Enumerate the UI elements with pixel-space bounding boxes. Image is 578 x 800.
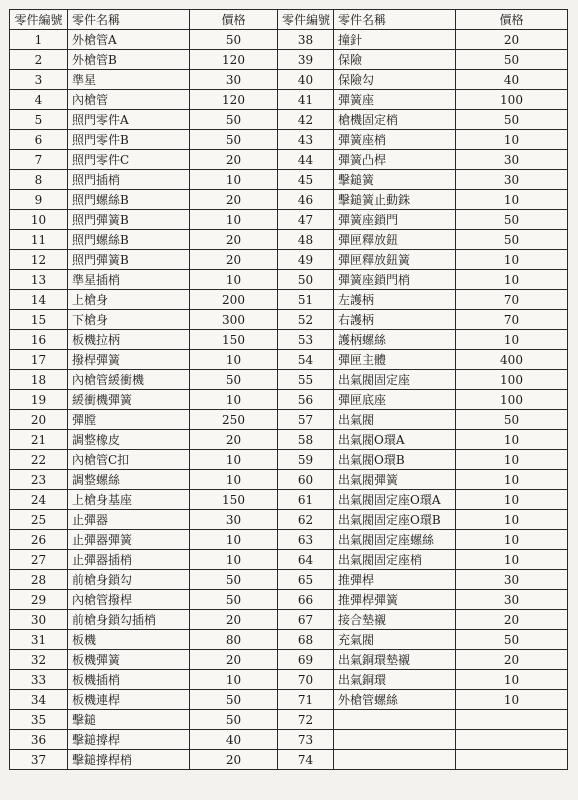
table-row — [10, 390, 568, 410]
cell-part-no-left: 32 — [10, 650, 68, 670]
cell-price-left: 10 — [190, 550, 278, 570]
cell-part-no-left: 36 — [10, 730, 68, 750]
cell-part-no-left: 20 — [10, 410, 68, 430]
cell-part-no-right: 39 — [278, 50, 334, 70]
cell-part-name-left: 止彈器 — [68, 510, 190, 530]
cell-part-name-right: 護柄螺絲 — [334, 330, 456, 350]
table-row — [10, 330, 568, 350]
cell-price-left: 30 — [190, 510, 278, 530]
cell-part-no-right: 41 — [278, 90, 334, 110]
cell-price-right: 10 — [456, 690, 568, 710]
cell-part-no-left: 35 — [10, 710, 68, 730]
cell-part-name-right: 充氣閥 — [334, 630, 456, 650]
cell-price-right: 70 — [456, 290, 568, 310]
cell-part-name-left: 內槍管緩衝機 — [68, 370, 190, 390]
cell-part-name-right — [334, 710, 456, 730]
cell-price-left: 200 — [190, 290, 278, 310]
cell-part-name-right: 彈匣主體 — [334, 350, 456, 370]
cell-price-right: 400 — [456, 350, 568, 370]
table-row — [10, 530, 568, 550]
cell-part-name-left: 照門螺絲B — [68, 190, 190, 210]
cell-price-right: 10 — [456, 130, 568, 150]
cell-part-no-right: 38 — [278, 30, 334, 50]
cell-part-no-left: 14 — [10, 290, 68, 310]
cell-price-left: 80 — [190, 630, 278, 650]
cell-price-left: 20 — [190, 650, 278, 670]
cell-price-right — [456, 710, 568, 730]
parts-price-table — [9, 9, 568, 770]
cell-price-right: 10 — [456, 670, 568, 690]
cell-price-left: 300 — [190, 310, 278, 330]
cell-part-no-right: 50 — [278, 270, 334, 290]
cell-part-name-right: 出氣閥O環B — [334, 450, 456, 470]
table-row — [10, 290, 568, 310]
table-row — [10, 90, 568, 110]
cell-part-no-left: 1 — [10, 30, 68, 50]
cell-part-name-left: 撥桿彈簧 — [68, 350, 190, 370]
cell-part-name-right: 彈簧凸桿 — [334, 150, 456, 170]
cell-price-right: 10 — [456, 430, 568, 450]
cell-part-no-right: 47 — [278, 210, 334, 230]
cell-part-name-right: 右護柄 — [334, 310, 456, 330]
cell-part-no-left: 11 — [10, 230, 68, 250]
cell-price-left: 50 — [190, 110, 278, 130]
cell-price-left: 250 — [190, 410, 278, 430]
table-row — [10, 170, 568, 190]
cell-part-name-left: 止彈器彈簧 — [68, 530, 190, 550]
cell-part-name-right: 出氣閥O環A — [334, 430, 456, 450]
cell-price-right: 30 — [456, 590, 568, 610]
table-row — [10, 610, 568, 630]
table-row — [10, 690, 568, 710]
cell-part-no-left: 12 — [10, 250, 68, 270]
cell-price-right: 30 — [456, 150, 568, 170]
cell-part-no-left: 30 — [10, 610, 68, 630]
cell-part-name-right: 出氣銅環墊襯 — [334, 650, 456, 670]
cell-part-name-left: 內槍管撥桿 — [68, 590, 190, 610]
cell-part-no-right: 66 — [278, 590, 334, 610]
cell-price-left: 120 — [190, 50, 278, 70]
cell-part-name-left: 上槍身基座 — [68, 490, 190, 510]
cell-price-left: 50 — [190, 590, 278, 610]
header-row — [10, 10, 568, 30]
cell-price-left: 30 — [190, 70, 278, 90]
cell-part-name-left: 準星插梢 — [68, 270, 190, 290]
cell-part-no-right: 74 — [278, 750, 334, 770]
cell-price-right — [456, 750, 568, 770]
cell-price-right: 10 — [456, 470, 568, 490]
cell-price-right: 10 — [456, 510, 568, 530]
cell-part-no-left: 29 — [10, 590, 68, 610]
cell-price-left: 10 — [190, 470, 278, 490]
cell-price-left: 10 — [190, 390, 278, 410]
cell-price-left: 20 — [190, 230, 278, 250]
cell-part-no-right: 55 — [278, 370, 334, 390]
cell-part-no-left: 19 — [10, 390, 68, 410]
cell-part-name-left: 照門零件B — [68, 130, 190, 150]
cell-part-name-left: 照門螺絲B — [68, 230, 190, 250]
cell-part-name-left: 調整螺絲 — [68, 470, 190, 490]
cell-part-no-right: 57 — [278, 410, 334, 430]
cell-price-left: 10 — [190, 210, 278, 230]
cell-part-name-right: 出氣閥固定座O環B — [334, 510, 456, 530]
cell-part-name-left: 調整橡皮 — [68, 430, 190, 450]
cell-price-right: 10 — [456, 190, 568, 210]
cell-part-name-left: 擊鎚撐桿梢 — [68, 750, 190, 770]
cell-part-no-right: 44 — [278, 150, 334, 170]
table-row — [10, 410, 568, 430]
table-row — [10, 710, 568, 730]
table-row — [10, 210, 568, 230]
cell-price-left: 20 — [190, 150, 278, 170]
cell-part-no-left: 22 — [10, 450, 68, 470]
cell-part-no-right: 51 — [278, 290, 334, 310]
cell-part-name-left: 上槍身 — [68, 290, 190, 310]
cell-price-right: 10 — [456, 330, 568, 350]
cell-part-name-right: 推彈桿 — [334, 570, 456, 590]
cell-price-right: 70 — [456, 310, 568, 330]
cell-part-no-left: 24 — [10, 490, 68, 510]
header-price-right: 價格 — [456, 10, 568, 30]
table-row — [10, 150, 568, 170]
cell-part-name-right: 接合墊襯 — [334, 610, 456, 630]
cell-price-left: 10 — [190, 670, 278, 690]
cell-price-right: 10 — [456, 450, 568, 470]
cell-part-name-right: 出氣閥 — [334, 410, 456, 430]
cell-part-name-right: 出氣閥固定座螺絲 — [334, 530, 456, 550]
cell-part-no-right: 71 — [278, 690, 334, 710]
header-part-no-left: 零件編號 — [10, 10, 68, 30]
cell-price-right: 50 — [456, 410, 568, 430]
cell-price-left: 150 — [190, 330, 278, 350]
cell-part-name-right: 彈簧座鎖門 — [334, 210, 456, 230]
cell-part-no-left: 13 — [10, 270, 68, 290]
cell-part-name-left: 內槍管C扣 — [68, 450, 190, 470]
cell-part-no-left: 25 — [10, 510, 68, 530]
cell-price-right: 10 — [456, 530, 568, 550]
table-row — [10, 370, 568, 390]
cell-part-no-right: 67 — [278, 610, 334, 630]
cell-part-name-right: 出氣閥固定座梢 — [334, 550, 456, 570]
cell-price-right: 50 — [456, 230, 568, 250]
table-row — [10, 730, 568, 750]
cell-price-left: 50 — [190, 710, 278, 730]
cell-part-name-left: 照門彈簧B — [68, 250, 190, 270]
cell-price-right: 30 — [456, 570, 568, 590]
cell-part-name-left: 板機插梢 — [68, 670, 190, 690]
cell-part-name-right: 推彈桿彈簧 — [334, 590, 456, 610]
cell-part-no-left: 37 — [10, 750, 68, 770]
cell-part-no-right: 48 — [278, 230, 334, 250]
cell-part-name-left: 板機彈簧 — [68, 650, 190, 670]
cell-part-no-left: 21 — [10, 430, 68, 450]
cell-part-no-right: 56 — [278, 390, 334, 410]
cell-price-right: 50 — [456, 630, 568, 650]
cell-part-name-left: 擊鎚 — [68, 710, 190, 730]
cell-part-no-left: 34 — [10, 690, 68, 710]
cell-part-name-left: 板機 — [68, 630, 190, 650]
table-row — [10, 270, 568, 290]
cell-price-right: 50 — [456, 110, 568, 130]
cell-price-right: 40 — [456, 70, 568, 90]
table-row — [10, 550, 568, 570]
table-row — [10, 490, 568, 510]
cell-part-no-right: 64 — [278, 550, 334, 570]
cell-part-no-left: 16 — [10, 330, 68, 350]
cell-price-right: 10 — [456, 550, 568, 570]
cell-part-name-right: 外槍管螺絲 — [334, 690, 456, 710]
cell-part-name-right: 左護柄 — [334, 290, 456, 310]
cell-part-no-right: 42 — [278, 110, 334, 130]
cell-part-name-right: 出氣閥固定座O環A — [334, 490, 456, 510]
cell-price-left: 120 — [190, 90, 278, 110]
cell-part-no-right: 62 — [278, 510, 334, 530]
cell-price-left: 20 — [190, 250, 278, 270]
table-row — [10, 190, 568, 210]
cell-part-no-left: 5 — [10, 110, 68, 130]
cell-price-left: 50 — [190, 30, 278, 50]
cell-part-name-left: 外槍管B — [68, 50, 190, 70]
table-row — [10, 590, 568, 610]
cell-part-no-right: 69 — [278, 650, 334, 670]
cell-part-no-right: 60 — [278, 470, 334, 490]
cell-part-name-left: 照門零件C — [68, 150, 190, 170]
cell-part-no-left: 28 — [10, 570, 68, 590]
table-row — [10, 230, 568, 250]
header-part-name-left: 零件名稱 — [68, 10, 190, 30]
cell-price-right: 20 — [456, 30, 568, 50]
table-row — [10, 50, 568, 70]
cell-part-no-right: 54 — [278, 350, 334, 370]
cell-part-no-right: 63 — [278, 530, 334, 550]
cell-part-no-left: 26 — [10, 530, 68, 550]
cell-part-no-right: 43 — [278, 130, 334, 150]
cell-part-no-right: 53 — [278, 330, 334, 350]
table-row — [10, 70, 568, 90]
cell-part-no-left: 9 — [10, 190, 68, 210]
cell-part-no-right: 72 — [278, 710, 334, 730]
cell-part-no-left: 18 — [10, 370, 68, 390]
cell-price-right: 20 — [456, 650, 568, 670]
table-row — [10, 450, 568, 470]
cell-part-name-right — [334, 730, 456, 750]
table-row — [10, 110, 568, 130]
cell-price-right: 50 — [456, 50, 568, 70]
cell-part-name-right: 彈簧座梢 — [334, 130, 456, 150]
cell-part-no-left: 6 — [10, 130, 68, 150]
cell-part-no-left: 15 — [10, 310, 68, 330]
cell-part-name-left: 內槍管 — [68, 90, 190, 110]
cell-part-no-left: 17 — [10, 350, 68, 370]
cell-price-left: 10 — [190, 170, 278, 190]
cell-price-right: 100 — [456, 390, 568, 410]
header-part-no-right: 零件編號 — [278, 10, 334, 30]
cell-price-left: 20 — [190, 430, 278, 450]
cell-part-name-right: 出氣閥固定座 — [334, 370, 456, 390]
cell-part-name-right: 彈簧座 — [334, 90, 456, 110]
cell-part-no-right: 46 — [278, 190, 334, 210]
cell-part-name-left: 前槍身鎖勾 — [68, 570, 190, 590]
cell-part-name-right: 槍機固定梢 — [334, 110, 456, 130]
header-part-name-right: 零件名稱 — [334, 10, 456, 30]
table-row — [10, 430, 568, 450]
header-price-left: 價格 — [190, 10, 278, 30]
cell-part-name-right: 彈匣釋放鈕簧 — [334, 250, 456, 270]
cell-part-name-left: 照門插梢 — [68, 170, 190, 190]
table-row — [10, 570, 568, 590]
cell-part-no-right: 58 — [278, 430, 334, 450]
cell-part-name-right: 出氣銅環 — [334, 670, 456, 690]
parts-price-sheet — [9, 9, 568, 770]
cell-part-no-left: 31 — [10, 630, 68, 650]
cell-price-left: 10 — [190, 450, 278, 470]
cell-part-no-left: 8 — [10, 170, 68, 190]
cell-part-name-right: 彈匣釋放鈕 — [334, 230, 456, 250]
cell-price-left: 20 — [190, 610, 278, 630]
cell-price-left: 50 — [190, 130, 278, 150]
cell-part-no-left: 10 — [10, 210, 68, 230]
table-row — [10, 30, 568, 50]
cell-part-name-left: 準星 — [68, 70, 190, 90]
cell-price-right — [456, 730, 568, 750]
cell-price-right: 50 — [456, 210, 568, 230]
cell-part-no-right: 59 — [278, 450, 334, 470]
cell-part-no-right: 65 — [278, 570, 334, 590]
cell-part-name-left: 板機連桿 — [68, 690, 190, 710]
cell-part-no-right: 73 — [278, 730, 334, 750]
cell-part-name-left: 照門零件A — [68, 110, 190, 130]
table-row — [10, 350, 568, 370]
cell-price-right: 10 — [456, 490, 568, 510]
cell-price-left: 10 — [190, 350, 278, 370]
cell-part-no-left: 33 — [10, 670, 68, 690]
cell-part-name-left: 緩衝機彈簧 — [68, 390, 190, 410]
cell-price-right: 10 — [456, 270, 568, 290]
table-row — [10, 250, 568, 270]
cell-price-left: 50 — [190, 370, 278, 390]
cell-part-name-right: 保險 — [334, 50, 456, 70]
cell-part-name-right: 擊鎚簧 — [334, 170, 456, 190]
cell-part-no-left: 3 — [10, 70, 68, 90]
cell-part-no-right: 52 — [278, 310, 334, 330]
cell-price-left: 50 — [190, 570, 278, 590]
table-row — [10, 470, 568, 490]
table-row — [10, 670, 568, 690]
table-row — [10, 310, 568, 330]
cell-part-no-left: 4 — [10, 90, 68, 110]
cell-part-name-right: 出氣閥彈簧 — [334, 470, 456, 490]
cell-price-right: 100 — [456, 90, 568, 110]
cell-part-no-right: 40 — [278, 70, 334, 90]
cell-price-right: 30 — [456, 170, 568, 190]
cell-part-name-left: 止彈器插梢 — [68, 550, 190, 570]
cell-price-left: 40 — [190, 730, 278, 750]
table-row — [10, 130, 568, 150]
cell-price-left: 150 — [190, 490, 278, 510]
cell-part-name-left: 前槍身鎖勾插梢 — [68, 610, 190, 630]
cell-part-name-right: 保險勾 — [334, 70, 456, 90]
cell-part-name-right: 彈匣底座 — [334, 390, 456, 410]
cell-part-name-right — [334, 750, 456, 770]
table-row — [10, 750, 568, 770]
cell-part-no-right: 49 — [278, 250, 334, 270]
cell-part-name-right: 撞針 — [334, 30, 456, 50]
cell-part-no-left: 23 — [10, 470, 68, 490]
cell-price-left: 10 — [190, 270, 278, 290]
cell-price-left: 20 — [190, 190, 278, 210]
cell-price-right: 20 — [456, 610, 568, 630]
cell-part-name-right: 擊鎚簧止動銖 — [334, 190, 456, 210]
table-row — [10, 630, 568, 650]
cell-price-right: 100 — [456, 370, 568, 390]
cell-part-name-left: 擊鎚撐桿 — [68, 730, 190, 750]
cell-price-left: 20 — [190, 750, 278, 770]
cell-part-no-right: 45 — [278, 170, 334, 190]
cell-part-no-right: 68 — [278, 630, 334, 650]
cell-part-no-left: 7 — [10, 150, 68, 170]
cell-part-no-right: 61 — [278, 490, 334, 510]
cell-price-left: 50 — [190, 690, 278, 710]
cell-part-no-left: 27 — [10, 550, 68, 570]
cell-part-name-left: 板機拉柄 — [68, 330, 190, 350]
cell-part-no-right: 70 — [278, 670, 334, 690]
cell-part-name-left: 彈膛 — [68, 410, 190, 430]
cell-price-right: 10 — [456, 250, 568, 270]
cell-part-no-left: 2 — [10, 50, 68, 70]
cell-price-left: 10 — [190, 530, 278, 550]
cell-part-name-left: 照門彈簧B — [68, 210, 190, 230]
cell-part-name-right: 彈簧座鎖門梢 — [334, 270, 456, 290]
cell-part-name-left: 下槍身 — [68, 310, 190, 330]
table-row — [10, 650, 568, 670]
table-row — [10, 510, 568, 530]
cell-part-name-left: 外槍管A — [68, 30, 190, 50]
